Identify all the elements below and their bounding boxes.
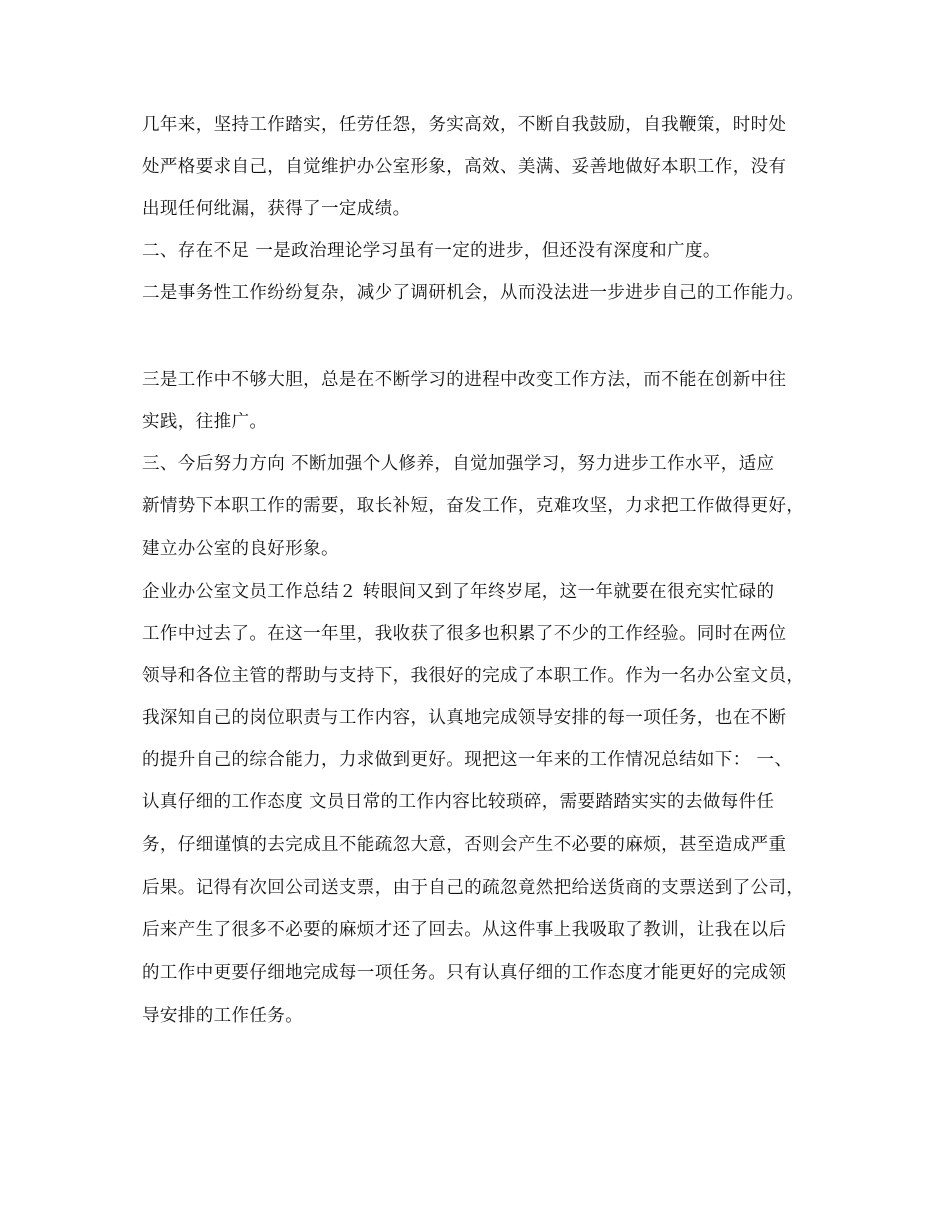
text-line: 工作中过去了。在这一年里，我收获了很多也积累了不少的工作经验。同时在两位 <box>142 624 787 644</box>
text-line: 的工作中更要仔细地完成每一项任务。只有认真仔细的工作态度才能更好的完成领 <box>142 963 787 983</box>
text-line: 二是事务性工作纷纷复杂，减少了调研机会，从而没法进一步进步自己的工作能力。 <box>142 283 805 303</box>
text-line: 后果。记得有次回公司送支票，由于自己的疏忽竟然把给送货商的支票送到了公司， <box>142 878 805 898</box>
text-line: 的提升自己的综合能力，力求做到更好。现把这一年来的工作情况总结如下： 一、 <box>142 750 793 770</box>
text-line: 后来产生了很多不必要的麻烦才还了回去。从这件事上我吸取了教训，让我在以后 <box>142 920 787 940</box>
text-line: 导安排的工作任务。 <box>142 1006 304 1026</box>
text-line: 几年来，坚持工作踏实，任劳任怨，务实高效，不断自我鼓励，自我鞭策，时时处 <box>142 115 787 135</box>
text-line: 务，仔细谨慎的去完成且不能疏忽大意，否则会产生不必要的麻烦，甚至造成严重 <box>142 835 787 855</box>
text-line: 认真仔细的工作态度 文员日常的工作内容比较琐碎，需要踏踏实实的去做每件任 <box>142 792 775 812</box>
text-line: 领导和各位主管的帮助与支持下，我很好的完成了本职工作。作为一名办公室文员， <box>142 666 805 686</box>
text-line: 三、今后努力方向 不断加强个人修养，自觉加强学习，努力进步工作水平，适应 <box>142 454 775 474</box>
text-line: 建立办公室的良好形象。 <box>142 539 339 559</box>
text-line: 企业办公室文员工作总结２ 转眼间又到了年终岁尾，这一年就要在很充实忙碌的 <box>142 582 775 602</box>
text-line: 处严格要求自己，自觉维护办公室形象，高效、美满、妥善地做好本职工作，没有 <box>142 157 787 177</box>
text-line: 三是工作中不够大胆，总是在不断学习的进程中改变工作方法，而不能在创新中往 <box>142 370 787 390</box>
text-line: 出现任何纰漏，获得了一定成绩。 <box>142 199 411 219</box>
text-line: 二、存在不足 一是政治理论学习虽有一定的进步，但还没有深度和广度。 <box>142 241 721 261</box>
text-line: 新情势下本职工作的需要，取长补短，奋发工作，克难攻坚，力求把工作做得更好， <box>142 496 805 516</box>
text-line: 实践，往推广。 <box>142 412 268 432</box>
text-line: 我深知自己的岗位职责与工作内容，认真地完成领导安排的每一项任务，也在不断 <box>142 708 787 728</box>
